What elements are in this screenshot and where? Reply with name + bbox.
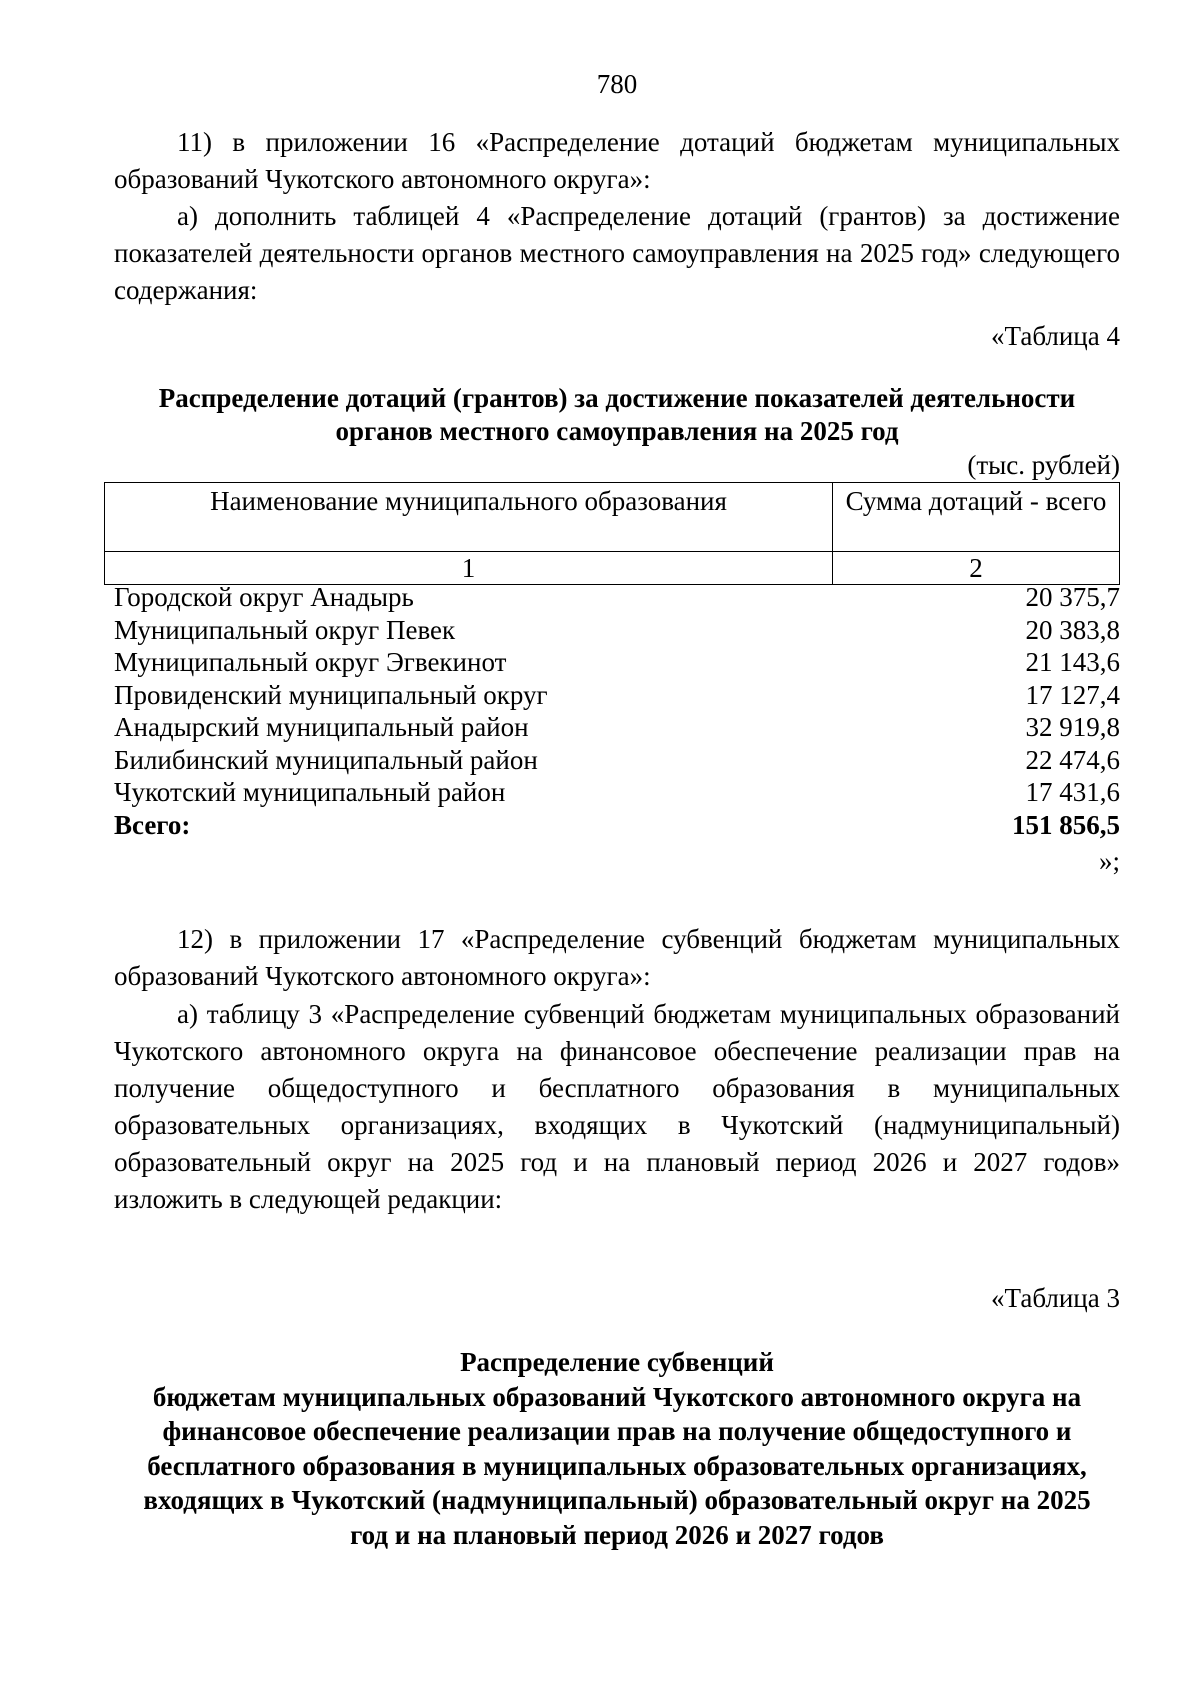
- table-4-label: «Таблица 4: [991, 321, 1120, 351]
- table-4-body: [114, 581, 1120, 841]
- table-total-row: [114, 809, 1120, 842]
- table-row: [114, 679, 1120, 712]
- column-number-1: 1: [105, 552, 833, 585]
- table-3-title-line: Распределение субвенций: [460, 1347, 774, 1377]
- table-4-unit: (тыс. рублей): [967, 450, 1120, 480]
- table-row: [114, 581, 1120, 614]
- row-value: 17 431,6: [1025, 777, 1120, 807]
- row-name: Анадырский муниципальный район: [114, 712, 529, 742]
- table-3-title-line: финансовое обеспечение реализации прав на получение общедоступного и: [162, 1416, 1072, 1446]
- table-row: [114, 614, 1120, 647]
- table-3-title-line: год и на плановый период 2026 и 2027 годов: [350, 1519, 884, 1550]
- row-name: Муниципальный округ Эгвекинот: [114, 647, 507, 677]
- row-value: 22 474,6: [1025, 744, 1120, 775]
- table-3-title: [114, 1345, 1120, 1552]
- table-4-header-grid: [104, 482, 1120, 585]
- total-value: 151 856,5: [1012, 809, 1120, 840]
- table-row: [114, 776, 1120, 809]
- item-12-paragraph: 12) в приложении 17 «Распределение субвенций бюджетам муниципальных образований Чукотского автономного округа»:: [114, 924, 1120, 991]
- row-name: Чукотский муниципальный район: [114, 777, 506, 807]
- item-12a-paragraph: а) таблицу 3 «Распределение субвенций бюджетам муниципальных образований Чукотского автономного округа на финансовое обеспечение реализации прав на получение общедоступного и бесплатного образования в муниципальных образовательных организациях, входящих в Чукотский (надмуниципальный) образовательный округ на 2025 год и на плановый период 2026 и 2027 годов» изложить в следующей редакции:: [114, 999, 1120, 1214]
- header-sum-cell: Сумма дотаций - всего: [833, 483, 1120, 552]
- item-11a-paragraph: а) дополнить таблицей 4 «Распределение дотаций (грантов) за достижение показателей деятельности органов местного самоуправления на 2025 год» следующего содержания:: [114, 201, 1120, 305]
- table-row: [114, 646, 1120, 679]
- row-value: 20 383,8: [1025, 614, 1120, 645]
- item-11-paragraph: 11) в приложении 16 «Распределение дотаций бюджетам муниципальных образований Чукотского автономного округа»:: [114, 127, 1120, 194]
- row-value: 20 375,7: [1025, 582, 1120, 612]
- table-4-title-line: органов местного самоуправления на 2025 год: [335, 416, 899, 446]
- table-3-label: «Таблица 3: [991, 1283, 1120, 1313]
- header-name-cell: Наименование муниципального образования: [105, 483, 833, 552]
- column-number-2: 2: [833, 552, 1120, 585]
- row-name: Городской округ Анадырь: [114, 582, 414, 612]
- document-page: [114, 0, 1120, 1698]
- row-name: Билибинский муниципальный район: [114, 744, 538, 775]
- row-value: 21 143,6: [1025, 647, 1120, 677]
- total-label: Всего:: [114, 809, 191, 840]
- table-row: [114, 744, 1120, 777]
- table-3-title-line: входящих в Чукотский (надмуниципальный) образовательный округ на 2025: [143, 1485, 1091, 1515]
- row-value: 32 919,8: [1025, 712, 1120, 742]
- table-4-title-line: Распределение дотаций (грантов) за достижение показателей деятельности: [158, 383, 1076, 413]
- table-4-title: [114, 382, 1120, 448]
- page-number: 780: [596, 69, 638, 99]
- column-number-row: [105, 552, 1120, 585]
- row-name: Муниципальный округ Певек: [114, 614, 456, 645]
- table-row: [114, 711, 1120, 744]
- table-4-closing-quote: »;: [1098, 846, 1120, 876]
- table-header-row: [105, 483, 1120, 552]
- row-value: 17 127,4: [1025, 679, 1120, 710]
- table-3-title-line: бюджетам муниципальных образований Чукотского автономного округа на: [152, 1381, 1082, 1412]
- table-3-title-line: бесплатного образования в муниципальных образовательных организациях,: [147, 1450, 1087, 1481]
- row-name: Провиденский муниципальный округ: [114, 679, 548, 710]
